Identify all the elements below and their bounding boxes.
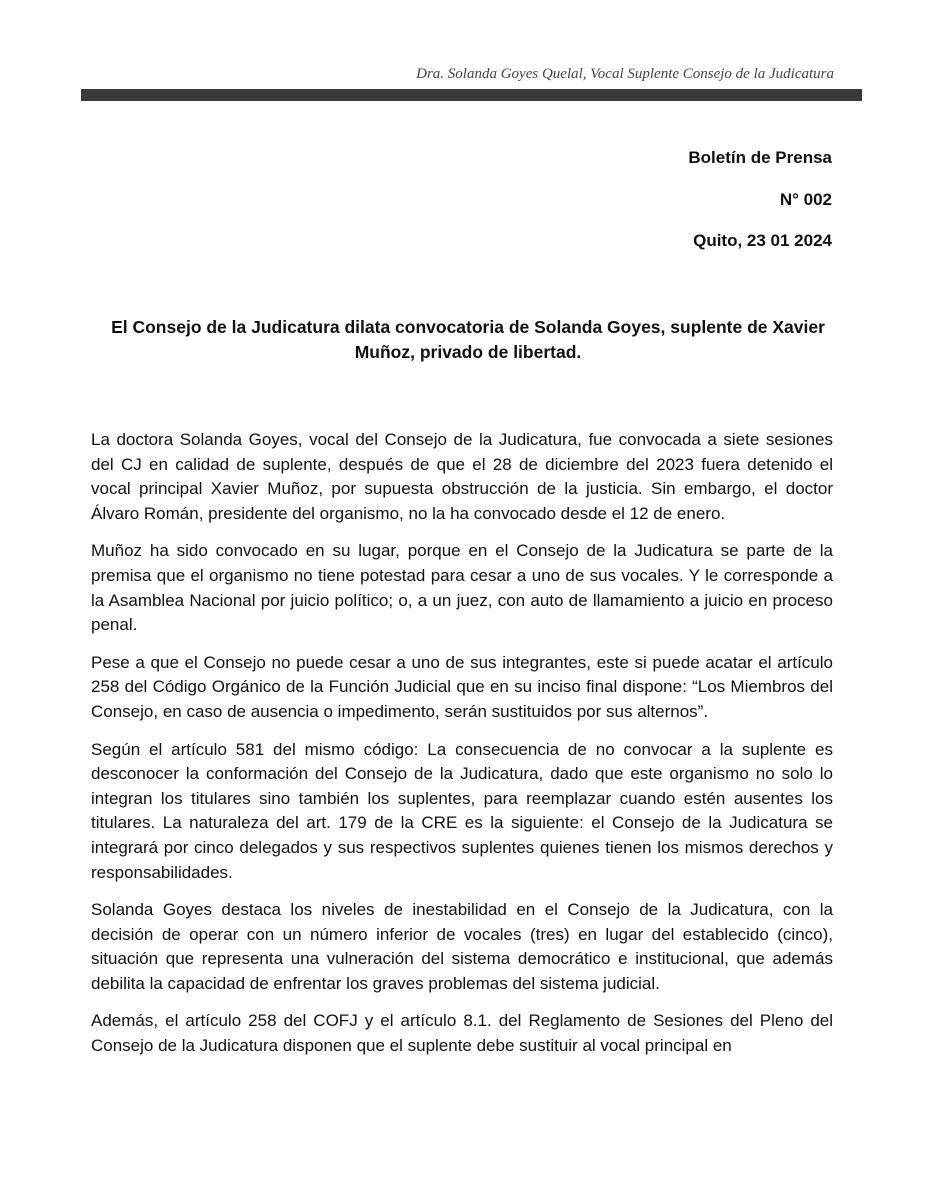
- bulletin-number: N° 002: [779, 190, 832, 209]
- paragraph: Solanda Goyes destaca los niveles de inestabilidad en el Consejo de la Judicatura, con la decisión de operar con un número inferior de vocales (tres) en lugar del establecido (cinco), situación que representa una vulneración del sistema democrático e institucional, que además debilita la capacidad de enfrentar los graves problemas del sistema judicial.: [91, 900, 833, 993]
- headline: El Consejo de la Judicatura dilata convocatoria de Solanda Goyes, suplente de Xavier Muñoz, privado de libertad.: [111, 317, 825, 362]
- paragraph: Según el artículo 581 del mismo código: La consecuencia de no convocar a la suplente es desconocer la conformación del Consejo de la Judicatura, dado que este organismo no solo lo integran los titulares sino también los suplentes, para reemplazar cuando estén ausentes los titulares. La naturaleza del art. 179 de la CRE es la siguiente: el Consejo de la Judicatura se integrará por cinco delegados y sus respectivos suplentes quienes tienen los mismos derechos y responsabilidades.: [91, 739, 833, 882]
- header-author-line: Dra. Solanda Goyes Quelal, Vocal Suplente Consejo de la Judicatura: [416, 66, 834, 82]
- paragraph: Pese a que el Consejo no puede cesar a uno de sus integrantes, este si puede acatar el artículo 258 del Código Orgánico de la Función Judicial que en su inciso final dispone: “Los Miembros del Consejo, en caso de ausencia o impedimento, serán sustituidos por sus alternos”.: [91, 652, 833, 721]
- bulletin-place-date: Quito, 23 01 2024: [693, 231, 832, 250]
- paragraph: Además, el artículo 258 del COFJ y el artículo 8.1. del Reglamento de Sesiones del Pleno del Consejo de la Judicatura disponen que el suplente debe sustituir al vocal principal en: [91, 1011, 833, 1056]
- paragraph: Muñoz ha sido convocado en su lugar, porque en el Consejo de la Judicatura se parte de la premisa que el organismo no tiene potestad para cesar a uno de sus vocales. Y le corresponde a la Asamblea Nacional por juicio político; o, a un juez, con auto de llamamiento a juicio en proceso penal.: [91, 541, 833, 635]
- bulletin-type: Boletín de Prensa: [688, 148, 832, 167]
- paragraph: La doctora Solanda Goyes, vocal del Consejo de la Judicatura, fue convocada a siete sesiones del CJ en calidad de suplente, después de que el 28 de diciembre del 2023 fuera detenido el vocal principal Xavier Muñoz, por supuesta obstrucción de la justicia. Sin embargo, el doctor Álvaro Román, presidente del organismo, no la ha convocado desde el 12 de enero.: [91, 430, 833, 523]
- article-body: [91, 428, 833, 1072]
- header-rule: [81, 89, 862, 101]
